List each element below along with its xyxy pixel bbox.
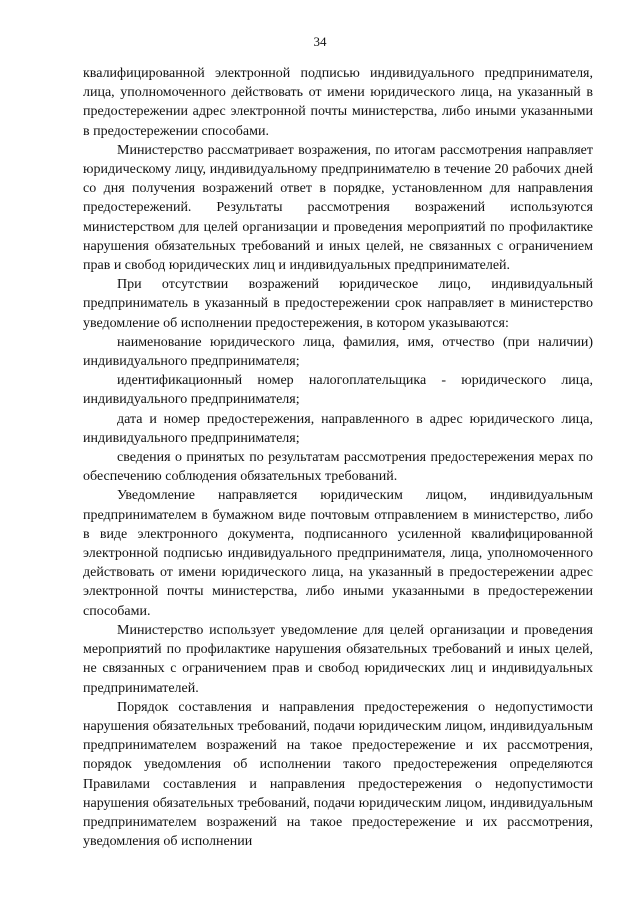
- paragraph: Порядок составления и направления предостережения о недопустимости нарушения обязательных требований, подачи юридическим лицом, индивидуальным предпринимателем возражений на такое предостережение и их рассмотрения, порядок уведомления об исполнении такого предостережения определяются Правилами составления и направления предостережения о недопустимости нарушения обязательных требований, подачи юридическим лицом, индивидуальным предпринимателем возражений на такое предостережение и их рассмотрения, уведомления об исполнении: [83, 699, 593, 850]
- page-number: 34: [313, 34, 327, 49]
- paragraph: При отсутствии возражений юридическое лицо, индивидуальный предприниматель в указанный в предостережении срок направляет в министерство уведомление об исполнении предостережения, в котором указываются:: [83, 277, 593, 331]
- list-item: дата и номер предостережения, направленного в адрес юридического лица, индивидуального предпринимателя;: [83, 411, 593, 446]
- list-item: наименование юридического лица, фамилия, имя, отчество (при наличии) индивидуального предпринимателя;: [83, 334, 593, 370]
- document-body: [83, 64, 593, 851]
- paragraph: Уведомление направляется юридическим лицом, индивидуальным предпринимателем в бумажном виде почтовым отправлением в министерство, либо в виде электронного документа, подписанного усиленной квалифицированной электронной подписью индивидуального предпринимателя, лица, уполномоченного действовать от имени юридического лица, на указанный в предостережении адрес электронной почты министерства, либо иными указанными в предостережении способами.: [83, 488, 593, 619]
- paragraph: Министерство использует уведомление для целей организации и проведения мероприятий по профилактике нарушения обязательных требований и иных целей, не связанных с ограничением прав и свобод юридических лиц и индивидуальных предпринимателей.: [83, 622, 593, 696]
- paragraph: Министерство рассматривает возражения, по итогам рассмотрения направляет юридическому лицу, индивидуальному предпринимателю в течение 20 рабочих дней со дня получения возражений ответ в порядке, установленном для направления предостережений. Результаты рассмотрения возражений используются министерством для целей организации и проведения мероприятий по профилактике нарушения обязательных требований и иных целей, не связанных с ограничением прав и свобод юридических лиц и индивидуальных предпринимателей.: [83, 142, 593, 274]
- list-item: идентификационный номер налогоплательщика - юридического лица, индивидуального предпринимателя;: [83, 373, 593, 408]
- paragraph: квалифицированной электронной подписью индивидуального предпринимателя, лица, уполномоченного действовать от имени юридического лица, на указанный в предостережении адрес электронной почты министерства, либо иными указанными в предостережении способами.: [83, 66, 593, 139]
- list-item: сведения о принятых по результатам рассмотрения предостережения мерах по обеспечению соблюдения обязательных требований.: [83, 450, 593, 485]
